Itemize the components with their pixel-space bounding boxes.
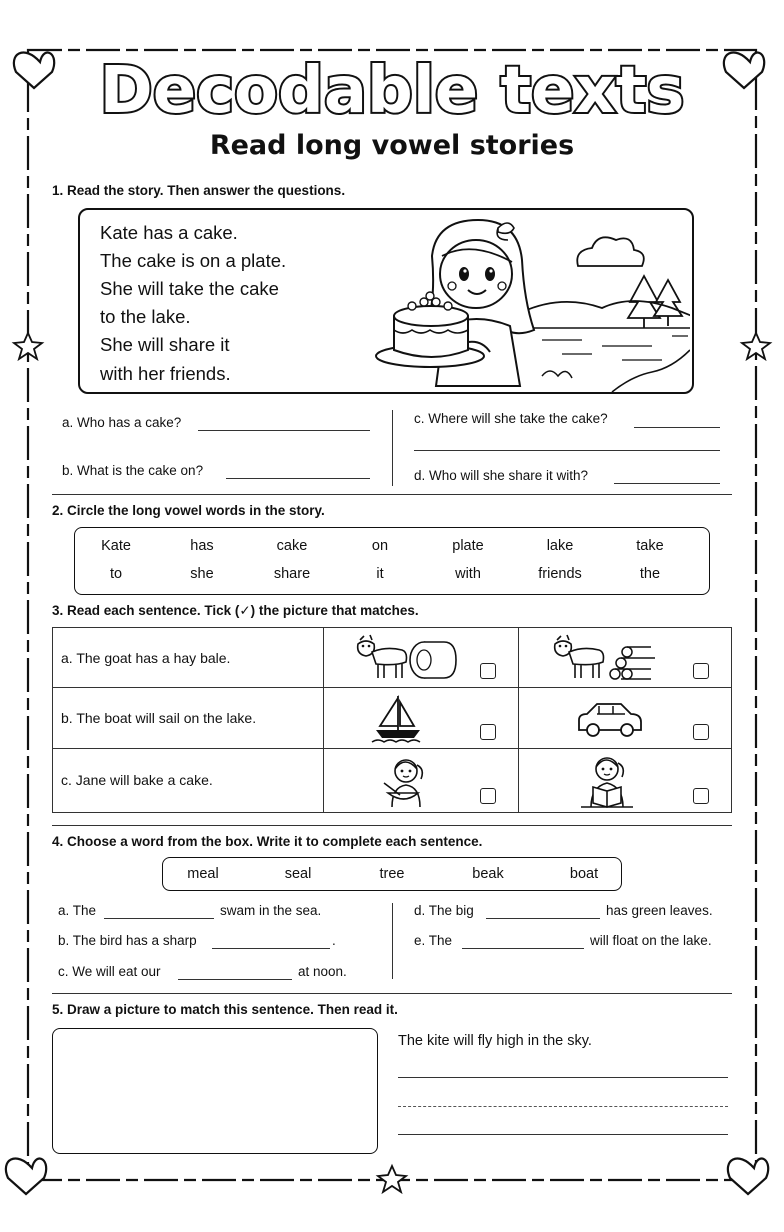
section-divider — [52, 825, 732, 826]
section5-instruction: 5. Draw a picture to match this sentence. Then read it. — [52, 1002, 398, 1017]
heart-icon — [728, 1159, 768, 1194]
section-divider — [52, 494, 732, 495]
column-divider — [392, 410, 393, 486]
word-option[interactable]: she — [190, 566, 214, 582]
blank-d[interactable] — [486, 918, 600, 919]
sentence-a: a. The goat has a hay bale. — [61, 649, 231, 666]
sentence-d-start: d. The big — [414, 903, 474, 918]
word-bank-item[interactable]: seal — [284, 866, 312, 882]
question-c: c. Where will she take the cake? — [414, 411, 608, 426]
answer-line-a[interactable] — [198, 430, 370, 431]
tick-checkbox[interactable] — [693, 663, 709, 679]
section-divider — [52, 993, 732, 994]
goat-and-hay-bale-icon — [354, 632, 464, 684]
sentence-e-end: will float on the lake. — [590, 933, 712, 948]
word-option[interactable]: it — [376, 566, 384, 582]
word-option[interactable]: plate — [452, 538, 484, 554]
sentence-c-start: c. We will eat our — [58, 964, 161, 979]
word-bank-item[interactable]: beak — [472, 866, 504, 882]
girl-baking-icon — [378, 753, 434, 809]
page-subtitle: Read long vowel stories — [209, 130, 575, 161]
story-box — [78, 208, 694, 394]
story-line: with her friends. — [100, 363, 231, 384]
girl-reading-icon — [577, 753, 637, 809]
word-option[interactable]: the — [639, 566, 661, 582]
word-option[interactable]: take — [636, 538, 664, 554]
story-line: to the lake. — [100, 306, 191, 327]
picture-cell — [519, 748, 732, 812]
kite-sentence: The kite will fly high in the sky. — [398, 1033, 592, 1049]
blank-e[interactable] — [462, 948, 584, 949]
word-option[interactable]: friends — [538, 566, 582, 582]
section3-instruction: 3. Read each sentence. Tick (✓) the picture that matches. — [52, 603, 419, 618]
word-option[interactable]: lake — [546, 538, 574, 554]
answer-line-c[interactable] — [634, 427, 720, 428]
story-line: Kate has a cake. — [100, 222, 238, 243]
blank-a[interactable] — [104, 918, 214, 919]
writing-line[interactable] — [398, 1077, 728, 1078]
section4-instruction: 4. Choose a word from the box. Write it to complete each sentence. — [52, 834, 483, 849]
picture-cell — [519, 628, 732, 688]
word-bank-item[interactable]: tree — [379, 866, 405, 882]
word-option[interactable]: Kate — [101, 538, 131, 554]
sentence-d-end: has green leaves. — [606, 903, 713, 918]
star-icon — [378, 1166, 406, 1192]
picture-cell — [323, 748, 519, 812]
sentence-cell — [53, 688, 324, 748]
word-option[interactable]: cake — [276, 538, 308, 554]
question-b: b. What is the cake on? — [62, 463, 204, 478]
story-line: The cake is on a plate. — [100, 250, 287, 271]
answer-line-b[interactable] — [226, 478, 370, 479]
story-line: She will take the cake — [100, 278, 279, 299]
word-option[interactable]: share — [273, 566, 311, 582]
picture-cell — [323, 688, 519, 748]
story-line: She will share it — [100, 334, 230, 355]
picture-match-table — [52, 627, 732, 813]
goat-and-logs-icon — [551, 632, 661, 684]
sentence-cell — [53, 628, 324, 688]
title-text: Decodable texts — [99, 54, 685, 128]
car-icon — [575, 700, 645, 740]
tick-checkbox[interactable] — [480, 663, 496, 679]
blank-b[interactable] — [212, 948, 330, 949]
picture-cell — [323, 628, 519, 688]
sentence-b-start: b. The bird has a sharp — [58, 933, 197, 948]
sentence-c: c. Jane will bake a cake. — [61, 772, 213, 789]
word-option[interactable]: on — [371, 538, 389, 554]
question-a: a. Who has a cake? — [62, 415, 182, 430]
word-option[interactable]: has — [190, 538, 214, 554]
drawing-box[interactable] — [52, 1028, 378, 1154]
sentence-a-end: swam in the sea. — [220, 903, 322, 918]
word-option[interactable]: to — [109, 566, 123, 582]
word-bank — [162, 857, 622, 891]
word-bank-item[interactable]: meal — [187, 866, 219, 882]
tick-checkbox[interactable] — [693, 788, 709, 804]
blank-c[interactable] — [178, 979, 292, 980]
sentence-b-end: . — [332, 933, 336, 948]
heart-icon — [6, 1159, 46, 1194]
answer-line-d[interactable] — [614, 483, 720, 484]
girl-with-cake-illustration — [372, 216, 690, 392]
tick-checkbox[interactable] — [480, 788, 496, 804]
sentence-e-start: e. The — [414, 933, 453, 948]
answer-line-c2[interactable] — [414, 450, 720, 451]
long-vowel-word-box — [74, 527, 710, 595]
section2-instruction: 2. Circle the long vowel words in the story. — [52, 503, 325, 518]
word-option[interactable]: with — [455, 566, 481, 582]
sentence-cell — [53, 748, 324, 812]
sentence-c-end: at noon. — [298, 964, 347, 979]
question-d: d. Who will she share it with? — [414, 468, 589, 483]
column-divider — [392, 903, 393, 979]
word-bank-item[interactable]: boat — [569, 866, 599, 882]
writing-midline — [398, 1106, 728, 1107]
section1-instruction: 1. Read the story. Then answer the questions. — [52, 183, 346, 198]
tick-checkbox[interactable] — [693, 724, 709, 740]
writing-line[interactable] — [398, 1134, 728, 1135]
tick-checkbox[interactable] — [480, 724, 496, 740]
sailboat-icon — [368, 692, 428, 744]
sentence-b: b. The boat will sail on the lake. — [61, 709, 257, 726]
sentence-a-start: a. The — [58, 903, 97, 918]
picture-cell — [519, 688, 732, 748]
page-title — [0, 52, 784, 132]
